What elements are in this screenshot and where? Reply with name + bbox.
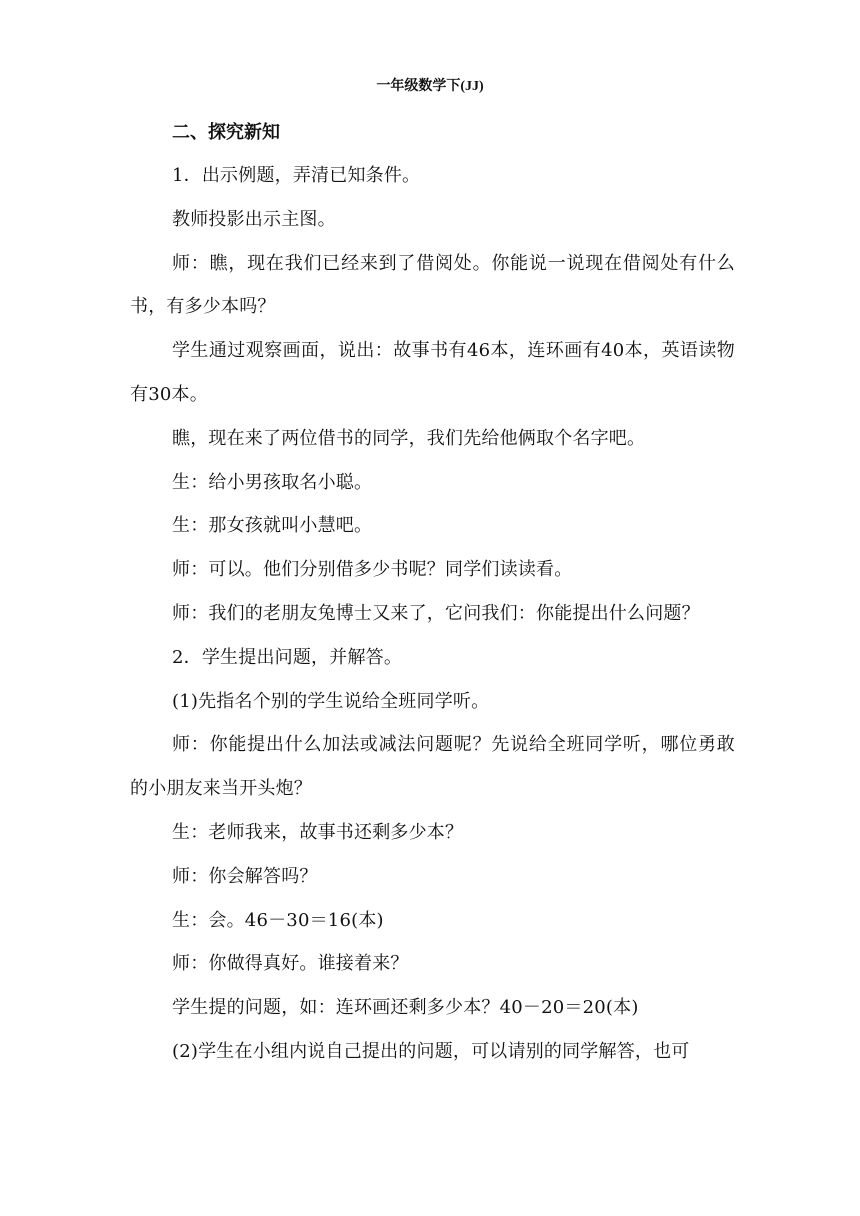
paragraph: (2)学生在小组内说自己提出的问题，可以请别的同学解答，也可 (172, 1040, 690, 1062)
paragraph: 生：给小男孩取名小聪。 (172, 471, 373, 493)
paragraph: 师：瞧，现在我们已经来到了借阅处。你能说一说现在借阅处有什么书，有多少本吗？ (130, 252, 735, 318)
paragraph: 瞧，现在来了两位借书的同学，我们先给他俩取个名字吧。 (172, 427, 646, 449)
page-header: 一年级数学下(JJ) (376, 79, 484, 94)
paragraph: 学生通过观察画面，说出：故事书有46本，连环画有40本，英语读物有30本。 (130, 340, 735, 405)
paragraph: 生：老师我来，故事书还剩多少本？ (172, 821, 464, 843)
paragraph: 师：你会解答吗？ (172, 865, 318, 887)
paragraph: 师：你做得真好。谁接着来？ (172, 953, 409, 975)
paragraph: 师：可以。他们分别借多少书呢？同学们读读看。 (172, 559, 573, 581)
paragraph: (1)先指名个别的学生说给全班同学听。 (172, 690, 490, 712)
paragraph: 学生提的问题，如：连环画还剩多少本？40－20＝20(本) (172, 997, 639, 1019)
section-title: 二、探究新知 (172, 122, 280, 143)
paragraph: 教师投影出示主图。 (172, 208, 336, 230)
paragraph: 生：那女孩就叫小慧吧。 (172, 515, 373, 537)
paragraph: 师：你能提出什么加法或减法问题呢？先说给全班同学听，哪位勇敢的小朋友来当开头炮？ (130, 734, 735, 800)
paragraph: 1．出示例题，弄清已知条件。 (172, 165, 421, 186)
paragraph: 2．学生提出问题，并解答。 (172, 646, 403, 668)
paragraph: 生：会。46－30＝16(本) (172, 909, 384, 931)
document-body (130, 112, 735, 1074)
paragraph: 师：我们的老朋友兔博士又来了，它问我们：你能提出什么问题？ (172, 602, 700, 624)
